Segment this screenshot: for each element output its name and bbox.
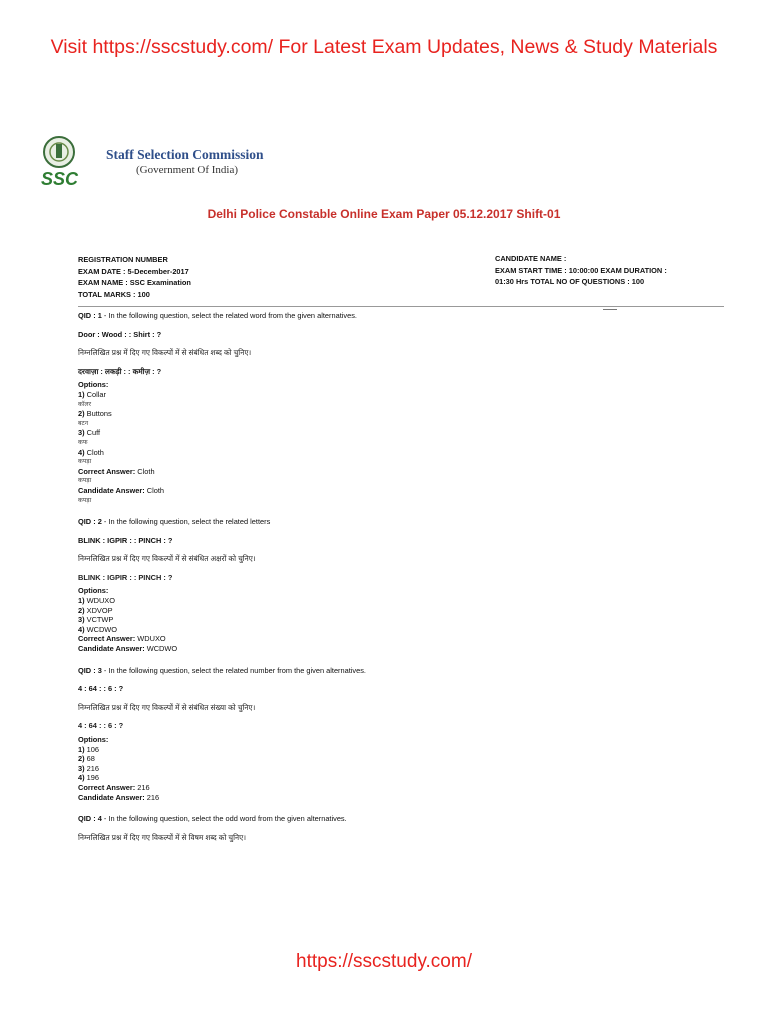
question-3: [78, 666, 718, 803]
question-1: [78, 311, 718, 505]
option-item: 2) 68: [78, 754, 95, 764]
question-text: - In the following question, select the related number from the given alternatives.: [101, 665, 366, 675]
org-name: Staff Selection Commission: [106, 147, 264, 162]
correct-answer: Correct Answer: 216: [78, 782, 150, 792]
divider-mark: [603, 309, 617, 310]
candidate-answer: Candidate Answer: WCDWO: [78, 644, 178, 654]
candidate-answer: Candidate Answer: 216: [78, 792, 160, 802]
option-item: 1) 106: [78, 744, 99, 754]
correct-answer-hindi: कपड़ा: [78, 477, 92, 485]
option-item: 1) Collar: [78, 389, 106, 399]
option-item: 1) WDUXO: [78, 596, 115, 606]
correct-answer: Correct Answer: Cloth: [78, 466, 155, 476]
question-text: - In the following question, select the related word from the given alternatives.: [101, 311, 357, 320]
hindi-text: निम्नलिखित प्रश्न में दिए गए विकल्पों में से विषम शब्द को चुनिए।: [78, 832, 247, 842]
option-item: 4) WCDWO: [78, 624, 118, 634]
option-item: 2) XDVOP: [78, 605, 113, 615]
exam-duration: 01:30 Hrs TOTAL NO OF QUESTIONS : 100: [495, 277, 645, 287]
org-header: [106, 147, 264, 176]
correct-answer: Correct Answer: WDUXO: [78, 634, 166, 644]
header-divider: [78, 306, 724, 307]
footer-link[interactable]: https://sscstudy.com/: [296, 951, 472, 972]
question-text: - In the following question, select the related letters: [101, 517, 271, 527]
ssc-logo: [37, 134, 93, 188]
qid: QID : 3: [78, 665, 102, 675]
question-list: [78, 311, 718, 842]
qid: QID : 4: [78, 814, 102, 824]
option-hindi: कफ: [78, 438, 88, 446]
option-hindi: कपड़ा: [78, 458, 92, 466]
candidate-answer: Candidate Answer: Cloth: [78, 485, 164, 495]
exam-meta-right: [495, 253, 725, 288]
question-text: - In the following question, select the odd word from the given alternatives.: [101, 814, 347, 824]
org-subtitle: (Government Of India): [136, 164, 239, 176]
exam-name: EXAM NAME : SSC Examination: [78, 278, 191, 288]
options-label: Options:: [78, 735, 109, 744]
question-stem: Door : Wood : : Shirt : ?: [78, 329, 162, 339]
option-item: 4) 196: [78, 773, 99, 783]
question-stem: 4 : 64 : : 6 : ?: [78, 684, 124, 694]
option-item: 3) 216: [78, 763, 99, 773]
hindi-text: निम्नलिखित प्रश्न में दिए गए विकल्पों में से संबंधित शब्द को चुनिए।: [78, 348, 252, 358]
hindi-stem: दरवाज़ा : लकड़ी : : कमीज़ : ?: [78, 366, 162, 376]
exam-meta-left: [78, 254, 378, 300]
candidate-name: CANDIDATE NAME :: [495, 254, 567, 263]
options-label: Options:: [78, 380, 109, 390]
option-item: 3) VCTWP: [78, 615, 114, 625]
option-item: 2) Buttons: [78, 409, 112, 419]
paper-title: Delhi Police Constable Online Exam Paper 05.12.2017 Shift-01: [207, 207, 561, 221]
promo-banner-link[interactable]: Visit https://sscstudy.com/ For Latest Exam Updates, News & Study Materials: [50, 36, 718, 58]
option-hindi: बटन: [78, 419, 89, 427]
candidate-answer-hindi: कपड़ा: [78, 496, 92, 504]
question-2: [78, 517, 718, 654]
question-stem: BLINK : IGPIR : : PINCH : ?: [78, 535, 173, 545]
total-marks: TOTAL MARKS : 100: [78, 289, 150, 299]
registration-number: REGISTRATION NUMBER: [78, 255, 168, 264]
exam-date: EXAM DATE : 5-December-2017: [78, 266, 189, 276]
option-item: 3) Cuff: [78, 428, 101, 438]
question-4: [78, 814, 718, 842]
hindi-text: निम्नलिखित प्रश्न में दिए गए विकल्पों में से संबंधित संख्या को चुनिए।: [78, 702, 256, 712]
qid: QID : 1: [78, 311, 102, 320]
hindi-stem: BLINK : IGPIR : : PINCH : ?: [78, 572, 173, 582]
option-item: 4) Cloth: [78, 447, 104, 457]
svg-text:SSC: SSC: [41, 169, 79, 188]
hindi-stem: 4 : 64 : : 6 : ?: [78, 721, 124, 731]
exam-start-time: EXAM START TIME : 10:00:00 EXAM DURATION :: [495, 265, 667, 275]
hindi-text: निम्नलिखित प्रश्न में दिए गए विकल्पों में से संबंधित अक्षरों को चुनिए।: [78, 554, 256, 564]
option-hindi: कॉलर: [78, 400, 92, 408]
qid: QID : 2: [78, 517, 102, 527]
options-label: Options:: [78, 586, 109, 596]
